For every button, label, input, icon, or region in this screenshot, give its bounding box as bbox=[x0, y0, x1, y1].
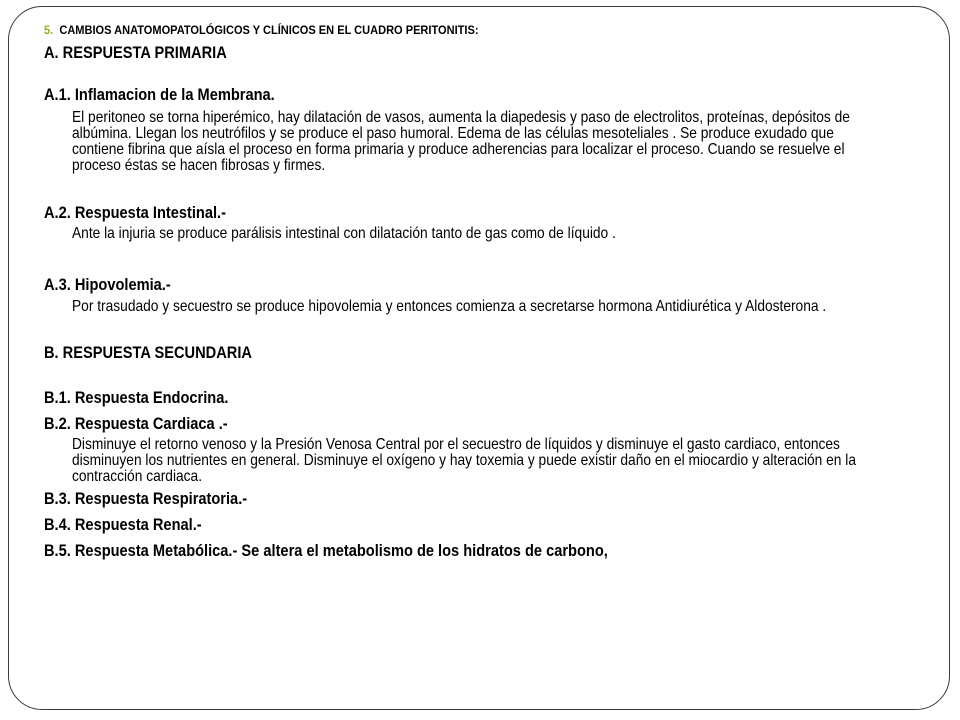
heading-b4-renal: B.4. Respuesta Renal.- bbox=[44, 515, 202, 534]
section-title: CAMBIOS ANATOMOPATOLÓGICOS Y CLÍNICOS EN EL CUADRO PERITONITIS: bbox=[59, 23, 479, 37]
heading-a3-hipovolemia: A.3. Hipovolemia.- bbox=[44, 275, 171, 294]
section-number: 5. bbox=[44, 23, 54, 37]
paragraph-a2: Ante la injuria se produce parálisis intestinal con dilatación tanto de gas como de líquido . bbox=[72, 225, 616, 242]
paragraph-a1: El peritoneo se torna hiperémico, hay dilatación de vasos, aumenta la diapedesis y paso de electrolitos, proteínas, depósitos de albúmina. Llegan los neutrófilos y se produce el paso humoral. Edema de las células mesoteliales . Se produce exudado que contiene fibrina que aísla el proceso en forma primaria y produce adherencias para localizar el proceso. Cuando se resuelve el proceso éstas se hacen fibrosas y firmes. bbox=[72, 109, 850, 174]
heading-a1-inflamacion: A.1. Inflamacion de la Membrana. bbox=[44, 85, 275, 104]
heading-b1-endocrina: B.1. Respuesta Endocrina. bbox=[44, 388, 229, 407]
heading-b5-metabolica: B.5. Respuesta Metabólica.- Se altera el metabolismo de los hidratos de carbono, bbox=[44, 541, 608, 560]
section-header bbox=[44, 22, 854, 38]
paragraph-b2: Disminuye el retorno venoso y la Presión Venosa Central por el secuestro de líquidos y disminuye el gasto cardiaco, entonces disminuyen los nutrientes en general. Disminuye el oxígeno y hay toxemia y puede existir daño en el miocardio y alteración en la contracción cardiaca. bbox=[72, 436, 856, 485]
heading-respuesta-secundaria: B. RESPUESTA SECUNDARIA bbox=[44, 343, 252, 362]
heading-b2-cardiaca: B.2. Respuesta Cardiaca .- bbox=[44, 414, 228, 433]
heading-a2-intestinal: A.2. Respuesta Intestinal.- bbox=[44, 203, 226, 222]
heading-b3-respiratoria: B.3. Respuesta Respiratoria.- bbox=[44, 489, 248, 508]
paragraph-a3: Por trasudado y secuestro se produce hipovolemia y entonces comienza a secretarse hormona Antidiurética y Aldosterona . bbox=[72, 298, 827, 315]
slide-content bbox=[44, 22, 924, 562]
heading-respuesta-primaria: A. RESPUESTA PRIMARIA bbox=[44, 43, 227, 62]
